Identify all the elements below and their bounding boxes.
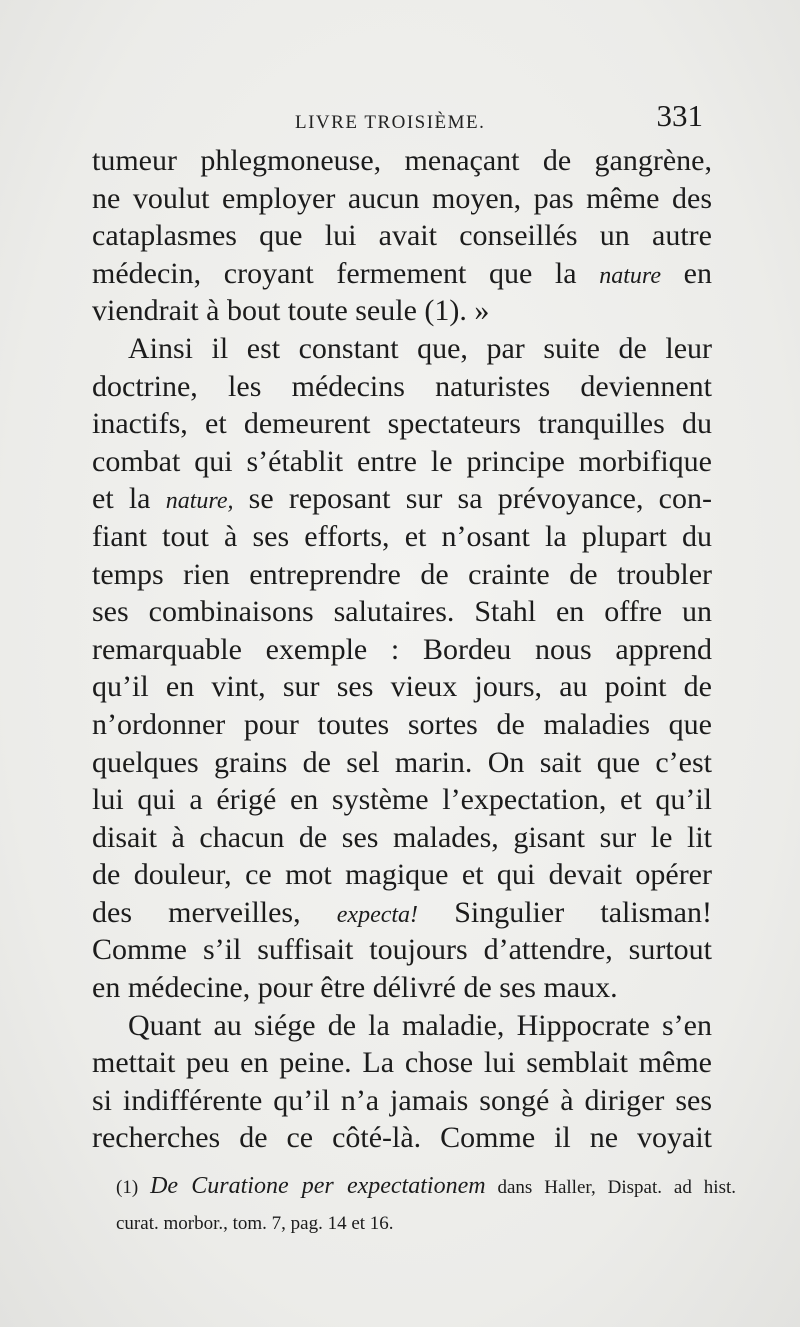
text-line: quelques grains de sel marin. On sait que c’est [92, 745, 712, 779]
text-line: disait à chacun de ses malades, gisant sur le lit [92, 820, 712, 854]
text-line: combat qui s’établit entre le principe morbifique [92, 444, 712, 478]
paragraph [92, 1007, 712, 1157]
footnote-line: (1) De Curatione per expectationem dans Haller, Dispat. ad hist. [116, 1173, 737, 1199]
text-line: fiant tout à ses efforts, et n’osant la plupart du [92, 519, 712, 553]
text-line: en médecine, pour être délivré de ses maux. [92, 971, 618, 1005]
italic-term: De Curatione per expectationem [150, 1173, 486, 1199]
text-line: des merveilles, expecta! Singulier talisman! [92, 895, 712, 929]
text-line: doctrine, les médecins naturistes deviennent [92, 369, 712, 403]
text-line: ses combinaisons salutaires. Stahl en offre un [92, 595, 712, 629]
text-line: et la nature, se reposant sur sa prévoyance, con- [92, 482, 712, 516]
text-line: médecin, croyant fermement que la nature en [92, 256, 712, 290]
text-line: recherches de ce côté-là. Comme il ne voyait [92, 1121, 712, 1155]
text-line: si indifférente qu’il n’a jamais songé à diriger ses [92, 1083, 712, 1117]
text-line: ne voulut employer aucun moyen, pas même des [92, 181, 712, 215]
footnote [116, 1168, 736, 1242]
body-text [92, 142, 712, 1157]
text-line: inactifs, et demeurent spectateurs tranquilles du [92, 407, 712, 441]
italic-term: expecta! [336, 901, 419, 928]
text-line: viendrait à bout toute seule (1). » [92, 294, 490, 328]
text-line: Ainsi il est constant que, par suite de leur [128, 331, 712, 365]
running-head: LIVRE TROISIÈME. [295, 112, 486, 133]
text-line: cataplasmes que lui avait conseillés un autre [92, 219, 712, 253]
paragraph [92, 330, 712, 1007]
text-line: qu’il en vint, sur ses vieux jours, au point de [92, 670, 712, 704]
italic-term: nature [599, 262, 662, 289]
text-line: remarquable exemple : Bordeu nous apprend [92, 632, 712, 666]
text-line: n’ordonner pour toutes sortes de maladies que [92, 707, 712, 741]
text-line: Comme s’il suffisait toujours d’attendre, surtout [92, 933, 712, 967]
text-line: mettait peu en peine. La chose lui semblait même [92, 1046, 712, 1080]
text-line: de douleur, ce mot magique et qui devait opérer [92, 858, 712, 892]
text-line: temps rien entreprendre de crainte de troubler [92, 557, 712, 591]
footnote-line: curat. morbor., tom. 7, pag. 14 et 16. [116, 1213, 394, 1234]
page-header [95, 98, 705, 138]
text-line: tumeur phlegmoneuse, menaçant de gangrène, [92, 144, 712, 177]
page-number: 331 [656, 98, 703, 133]
italic-term: nature, [165, 488, 234, 515]
text-line: Quant au siége de la maladie, Hippocrate s’en [128, 1008, 712, 1042]
paragraph [92, 142, 712, 330]
text-line: lui qui a érigé en système l’expectation, et qu’il [92, 783, 712, 817]
